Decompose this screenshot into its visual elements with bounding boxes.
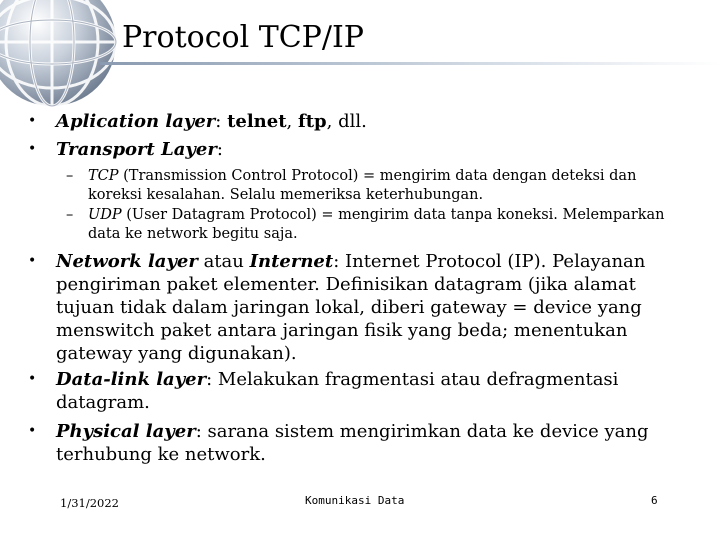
footer-date: 1/31/2022	[60, 496, 119, 510]
term-data-link-layer: Data-link layer	[56, 369, 207, 390]
data-link-description: : Melakukan fragmentasi atau defragmentasi datagram.	[56, 369, 619, 413]
slide-body	[28, 110, 688, 466]
term-udp: UDP	[88, 207, 122, 223]
bullet-application-layer	[28, 110, 688, 133]
udp-description: (User Datagram Protocol) = mengirim data tanpa koneksi. Melemparkan data ke network begitu saja.	[88, 207, 665, 242]
network-description: : Internet Protocol (IP). Pelayanan pengiriman paket elementer. Definisikan datagram (jika alamat tujuan tidak dalam jaringan lokal, diberi gateway = device yang menswitch paket antara jaringan fisik yang beda; menentukan gateway yang digunakan).	[56, 251, 646, 364]
value-rest: , dll.	[326, 111, 367, 132]
slide-title: Protocol TCP/IP	[122, 20, 364, 55]
bullet-marker: •	[28, 371, 37, 387]
physical-description: : sarana sistem mengirimkan data ke device yang terhubung ke network.	[56, 421, 649, 465]
term-network-layer: Network layer	[56, 251, 198, 272]
footer-page-number: 6	[651, 494, 658, 507]
term-transport-layer: Transport Layer	[56, 139, 217, 160]
dash-marker: –	[66, 207, 74, 223]
colon: :	[216, 139, 223, 160]
bullet-network-layer	[28, 250, 688, 365]
globe-icon	[0, 0, 120, 110]
bullet-physical-layer	[28, 420, 688, 466]
value-ftp: ftp	[297, 111, 327, 132]
sub-bullet-tcp	[28, 167, 688, 205]
term-physical-layer: Physical layer	[56, 421, 196, 442]
term-application-layer: Aplication layer	[56, 111, 216, 132]
bullet-marker: •	[28, 113, 37, 129]
colon: :	[215, 111, 228, 132]
bullet-transport-layer	[28, 138, 688, 161]
term-internet: Internet	[249, 251, 334, 272]
footer-title: Komunikasi Data	[305, 494, 405, 507]
bullet-marker: •	[28, 423, 37, 439]
bullet-marker: •	[28, 141, 37, 157]
dash-marker: –	[66, 168, 74, 184]
sub-bullet-udp	[28, 206, 688, 244]
tcp-description: (Transmission Control Protocol) = mengirim data dengan deteksi dan koreksi kesalahan. Selalu memeriksa keterhubungan.	[88, 168, 637, 203]
connector: atau	[197, 251, 250, 272]
value-telnet: telnet	[227, 111, 287, 132]
separator: ,	[286, 111, 298, 132]
bullet-data-link-layer	[28, 368, 688, 414]
bullet-marker: •	[28, 253, 37, 269]
term-tcp: TCP	[88, 168, 119, 184]
title-rule	[100, 62, 720, 65]
